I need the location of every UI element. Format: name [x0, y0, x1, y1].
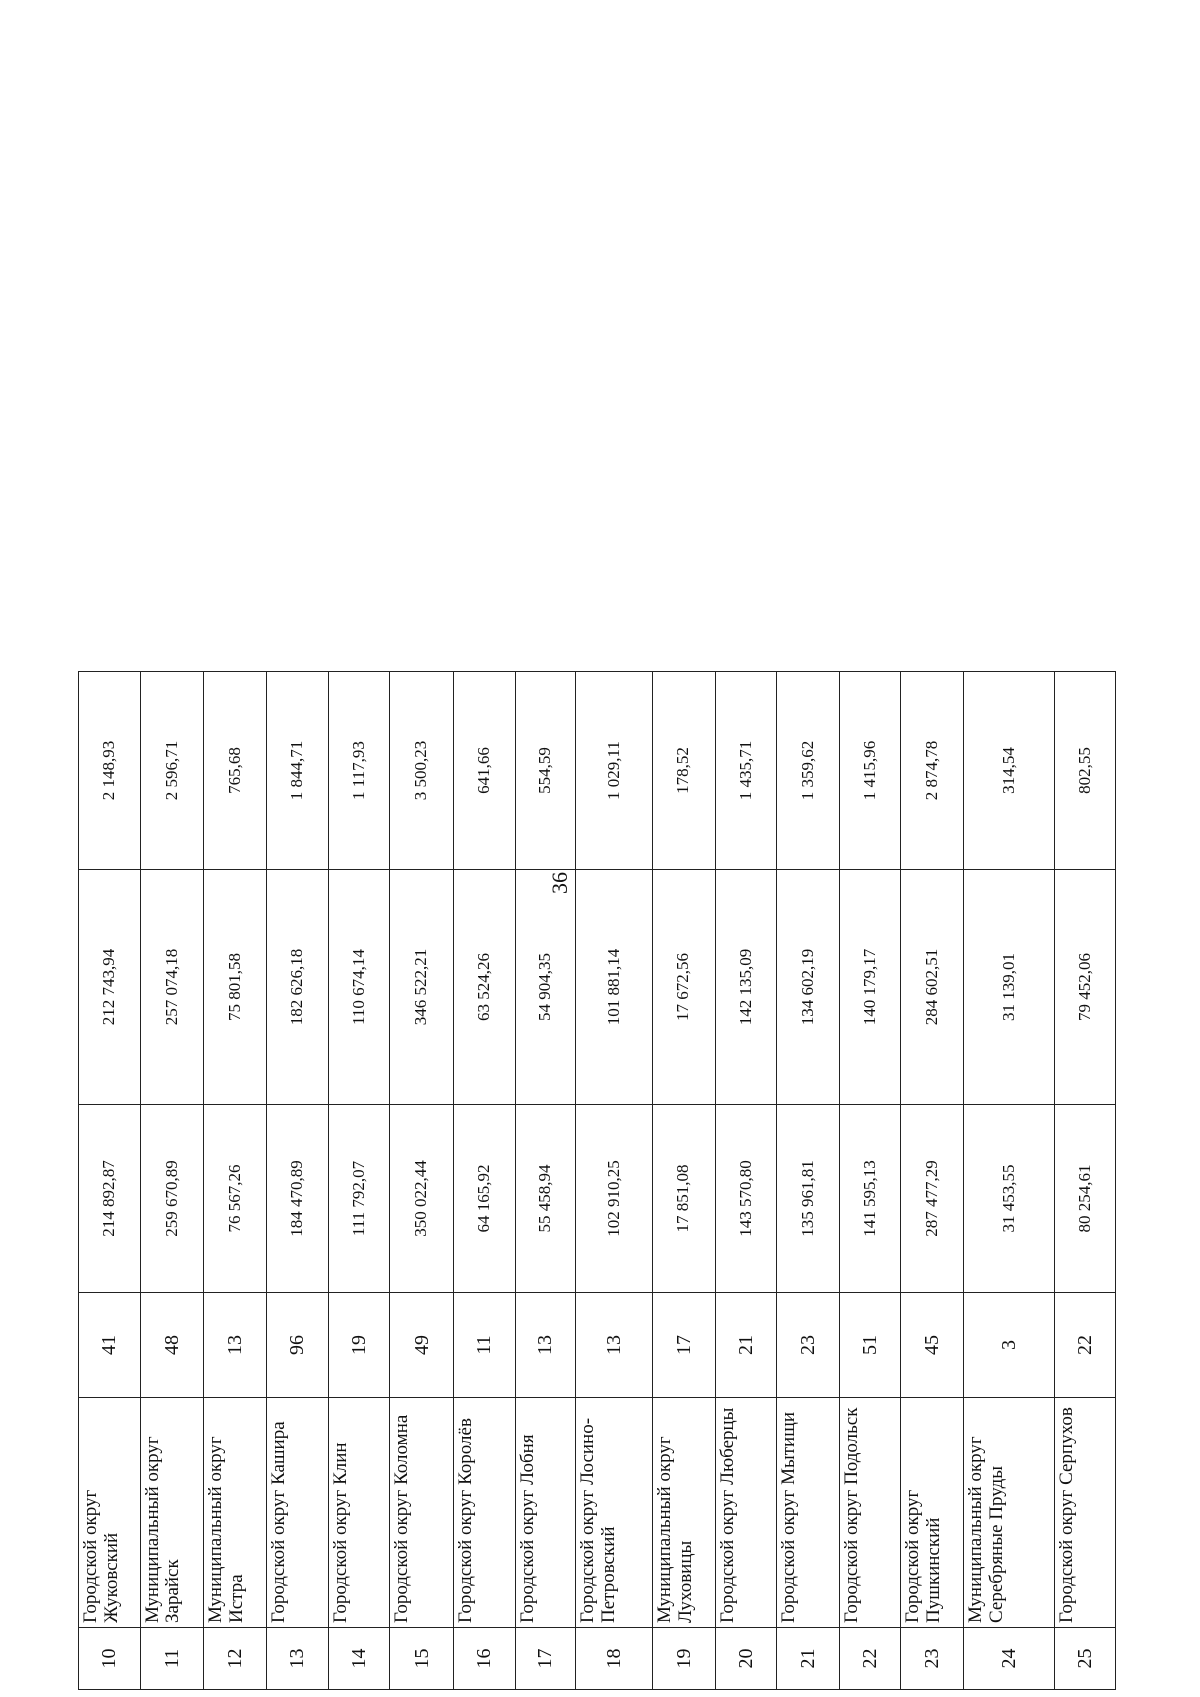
count-cell: 96	[267, 1293, 329, 1398]
value-cell-1: 350 022,44	[390, 1105, 454, 1293]
count-cell: 13	[576, 1293, 653, 1398]
value-cell-1: 184 470,89	[267, 1105, 329, 1293]
count-cell: 48	[140, 1293, 204, 1398]
row-number: 20	[715, 1628, 777, 1690]
value-cell-1: 214 892,87	[79, 1105, 141, 1293]
table-row	[390, 672, 454, 1690]
district-name: Городской округ Жуковский	[79, 1398, 141, 1628]
table-row	[576, 672, 653, 1690]
district-name: Городской округ Серпухов	[1055, 1398, 1116, 1628]
table-row	[453, 672, 515, 1690]
row-number: 12	[204, 1628, 267, 1690]
value-cell-1: 143 570,80	[715, 1105, 777, 1293]
district-name: Городской округ Лосино-Петровский	[576, 1398, 653, 1628]
value-cell-3: 1 359,62	[777, 672, 840, 870]
value-cell-2: 17 672,56	[652, 870, 715, 1105]
value-cell-2: 284 602,51	[901, 870, 964, 1105]
count-cell: 49	[390, 1293, 454, 1398]
table-body	[79, 672, 1116, 1690]
district-name: Городской округ Пушкинский	[901, 1398, 964, 1628]
value-cell-1: 80 254,61	[1055, 1105, 1116, 1293]
table-row	[1055, 672, 1116, 1690]
count-cell: 41	[79, 1293, 141, 1398]
value-cell-3: 1 117,93	[328, 672, 390, 870]
district-name: Муниципальный округ Серебряные Пруды	[964, 1398, 1055, 1628]
district-name: Муниципальный округ Луховицы	[652, 1398, 715, 1628]
table-row	[328, 672, 390, 1690]
value-cell-3: 765,68	[204, 672, 267, 870]
value-cell-3: 178,52	[652, 672, 715, 870]
table-row	[964, 672, 1055, 1690]
count-cell: 13	[515, 1293, 575, 1398]
value-cell-2: 75 801,58	[204, 870, 267, 1105]
value-cell-2: 182 626,18	[267, 870, 329, 1105]
value-cell-2: 346 522,21	[390, 870, 454, 1105]
value-cell-2: 31 139,01	[964, 870, 1055, 1105]
row-number: 11	[140, 1628, 204, 1690]
row-number: 18	[576, 1628, 653, 1690]
value-cell-2: 54 904,35	[515, 870, 575, 1105]
value-cell-1: 111 792,07	[328, 1105, 390, 1293]
value-cell-2: 140 179,17	[839, 870, 901, 1105]
value-cell-1: 64 165,92	[453, 1105, 515, 1293]
value-cell-1: 259 670,89	[140, 1105, 204, 1293]
table-row	[715, 672, 777, 1690]
value-cell-3: 1 029,11	[576, 672, 653, 870]
row-number: 10	[79, 1628, 141, 1690]
value-cell-2: 212 743,94	[79, 870, 141, 1105]
value-cell-1: 141 595,13	[839, 1105, 901, 1293]
district-name: Городской округ Подольск	[839, 1398, 901, 1628]
count-cell: 19	[328, 1293, 390, 1398]
row-number: 21	[777, 1628, 840, 1690]
data-table	[78, 671, 1116, 1690]
table-row	[652, 672, 715, 1690]
value-cell-1: 17 851,08	[652, 1105, 715, 1293]
row-number: 16	[453, 1628, 515, 1690]
row-number: 14	[328, 1628, 390, 1690]
table-row	[901, 672, 964, 1690]
value-cell-3: 2 874,78	[901, 672, 964, 870]
count-cell: 11	[453, 1293, 515, 1398]
district-name: Городской округ Королёв	[453, 1398, 515, 1628]
district-name: Городской округ Люберцы	[715, 1398, 777, 1628]
count-cell: 17	[652, 1293, 715, 1398]
value-cell-3: 554,59	[515, 672, 575, 870]
value-cell-1: 287 477,29	[901, 1105, 964, 1293]
value-cell-3: 2 148,93	[79, 672, 141, 870]
count-cell: 45	[901, 1293, 964, 1398]
table-row	[267, 672, 329, 1690]
count-cell: 13	[204, 1293, 267, 1398]
district-name: Городской округ Мытищи	[777, 1398, 840, 1628]
row-number: 13	[267, 1628, 329, 1690]
row-number: 19	[652, 1628, 715, 1690]
value-cell-2: 63 524,26	[453, 870, 515, 1105]
value-cell-1: 102 910,25	[576, 1105, 653, 1293]
data-table-wrapper	[78, 672, 1116, 1690]
value-cell-2: 79 452,06	[1055, 870, 1116, 1105]
value-cell-3: 641,66	[453, 672, 515, 870]
district-name: Городской округ Кашира	[267, 1398, 329, 1628]
count-cell: 22	[1055, 1293, 1116, 1398]
value-cell-2: 134 602,19	[777, 870, 840, 1105]
value-cell-2: 142 135,09	[715, 870, 777, 1105]
value-cell-3: 3 500,23	[390, 672, 454, 870]
value-cell-3: 314,54	[964, 672, 1055, 870]
row-number: 15	[390, 1628, 454, 1690]
value-cell-1: 135 961,81	[777, 1105, 840, 1293]
page-number: 36	[547, 872, 572, 894]
district-name: Городской округ Коломна	[390, 1398, 454, 1628]
value-cell-3: 2 596,71	[140, 672, 204, 870]
value-cell-1: 76 567,26	[204, 1105, 267, 1293]
count-cell: 3	[964, 1293, 1055, 1398]
district-name: Муниципальный округ Истра	[204, 1398, 267, 1628]
value-cell-3: 1 435,71	[715, 672, 777, 870]
count-cell: 51	[839, 1293, 901, 1398]
value-cell-2: 101 881,14	[576, 870, 653, 1105]
table-row	[204, 672, 267, 1690]
value-cell-3: 1 415,96	[839, 672, 901, 870]
row-number: 22	[839, 1628, 901, 1690]
district-name: Городской округ Клин	[328, 1398, 390, 1628]
table-row	[839, 672, 901, 1690]
row-number: 17	[515, 1628, 575, 1690]
row-number: 23	[901, 1628, 964, 1690]
row-number: 24	[964, 1628, 1055, 1690]
table-row	[777, 672, 840, 1690]
table-row	[140, 672, 204, 1690]
table-row	[515, 672, 575, 1690]
district-name: Городской округ Лобня	[515, 1398, 575, 1628]
value-cell-3: 802,55	[1055, 672, 1116, 870]
row-number: 25	[1055, 1628, 1116, 1690]
count-cell: 21	[715, 1293, 777, 1398]
table-row	[79, 672, 141, 1690]
value-cell-2: 110 674,14	[328, 870, 390, 1105]
district-name: Муниципальный округ Зарайск	[140, 1398, 204, 1628]
value-cell-1: 55 458,94	[515, 1105, 575, 1293]
count-cell: 23	[777, 1293, 840, 1398]
value-cell-1: 31 453,55	[964, 1105, 1055, 1293]
value-cell-2: 257 074,18	[140, 870, 204, 1105]
value-cell-3: 1 844,71	[267, 672, 329, 870]
